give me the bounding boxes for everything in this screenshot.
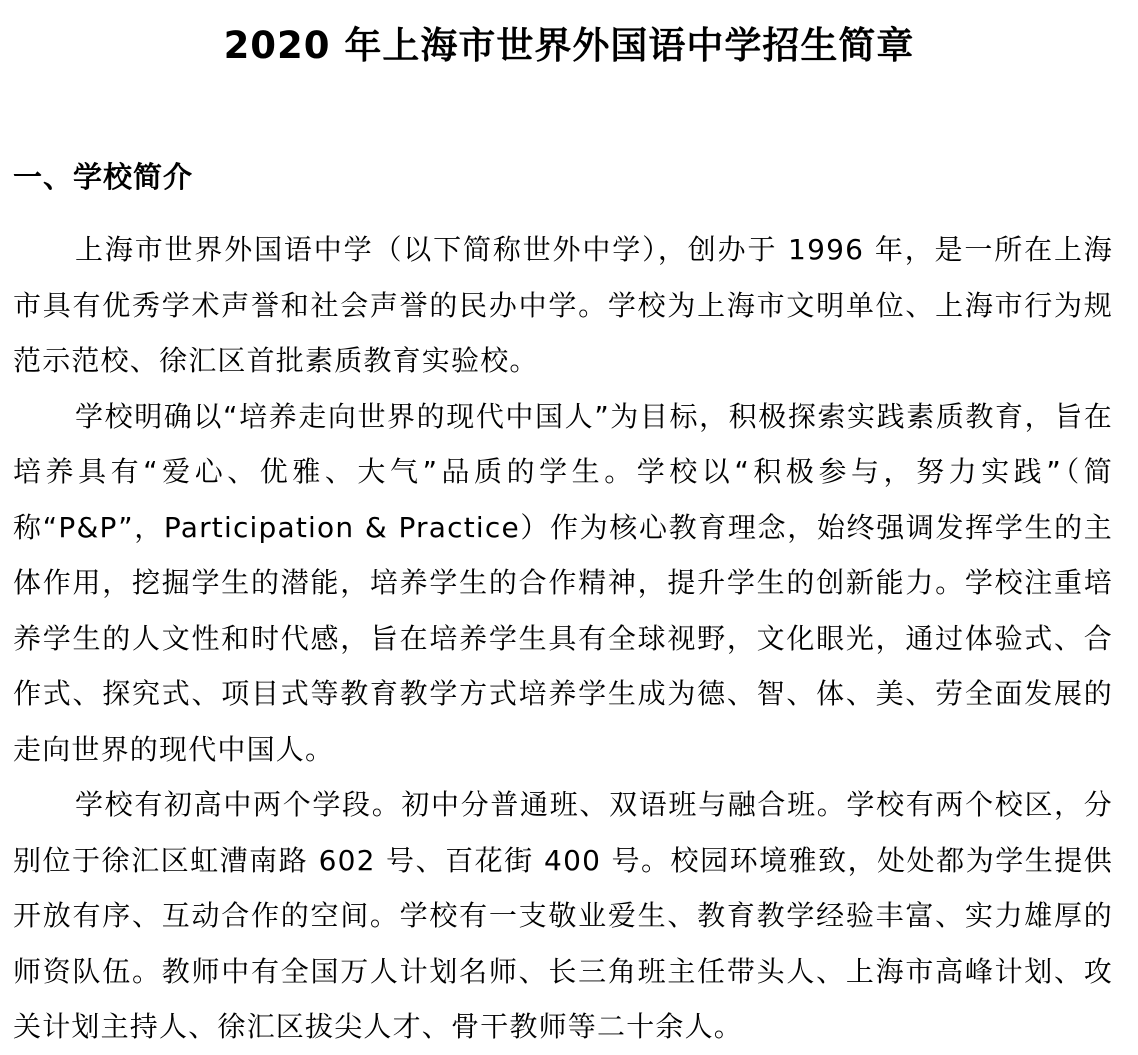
section-body (13, 222, 1113, 1055)
paragraph-campus: 学校有初高中两个学段。初中分普通班、双语班与融合班。学校有两个校区，分别位于徐汇区虹漕南路 602 号、百花街 400 号。校园环境雅致，处处都为学生提供开放有序、互动合作的空间。学校有一支敬业爱生、教育教学经验丰富、实力雄厚的师资队伍。教师中有全国万人计划名师、长三角班主任带头人、上海市高峰计划、攻关计划主持人、徐汇区拔尖人才、骨干教师等二十余人。 (13, 788, 1113, 1043)
paragraph-intro: 上海市世界外国语中学（以下简称世外中学），创办于 1996 年，是一所在上海市具有优秀学术声誉和社会声誉的民办中学。学校为上海市文明单位、上海市行为规范示范校、徐汇区首批素质教育实验校。 (13, 233, 1113, 377)
paragraph-philosophy: 学校明确以“培养走向世界的现代中国人”为目标，积极探索实践素质教育，旨在培养具有“爱心、优雅、大气”品质的学生。学校以“积极参与，努力实践”（简称“P&P”，Participation & Practice）作为核心教育理念，始终强调发挥学生的主体作用，挖掘学生的潜能，培养学生的合作精神，提升学生的创新能力。学校注重培养学生的人文性和时代感，旨在培养学生具有全球视野，文化眼光，通过体验式、合作式、探究式、项目式等教育教学方式培养学生成为德、智、体、美、劳全面发展的走向世界的现代中国人。 (13, 399, 1113, 766)
section-heading: 一、学校简介 (13, 160, 194, 194)
document-title: 2020 年上海市世界外国语中学招生简章 (223, 24, 915, 67)
